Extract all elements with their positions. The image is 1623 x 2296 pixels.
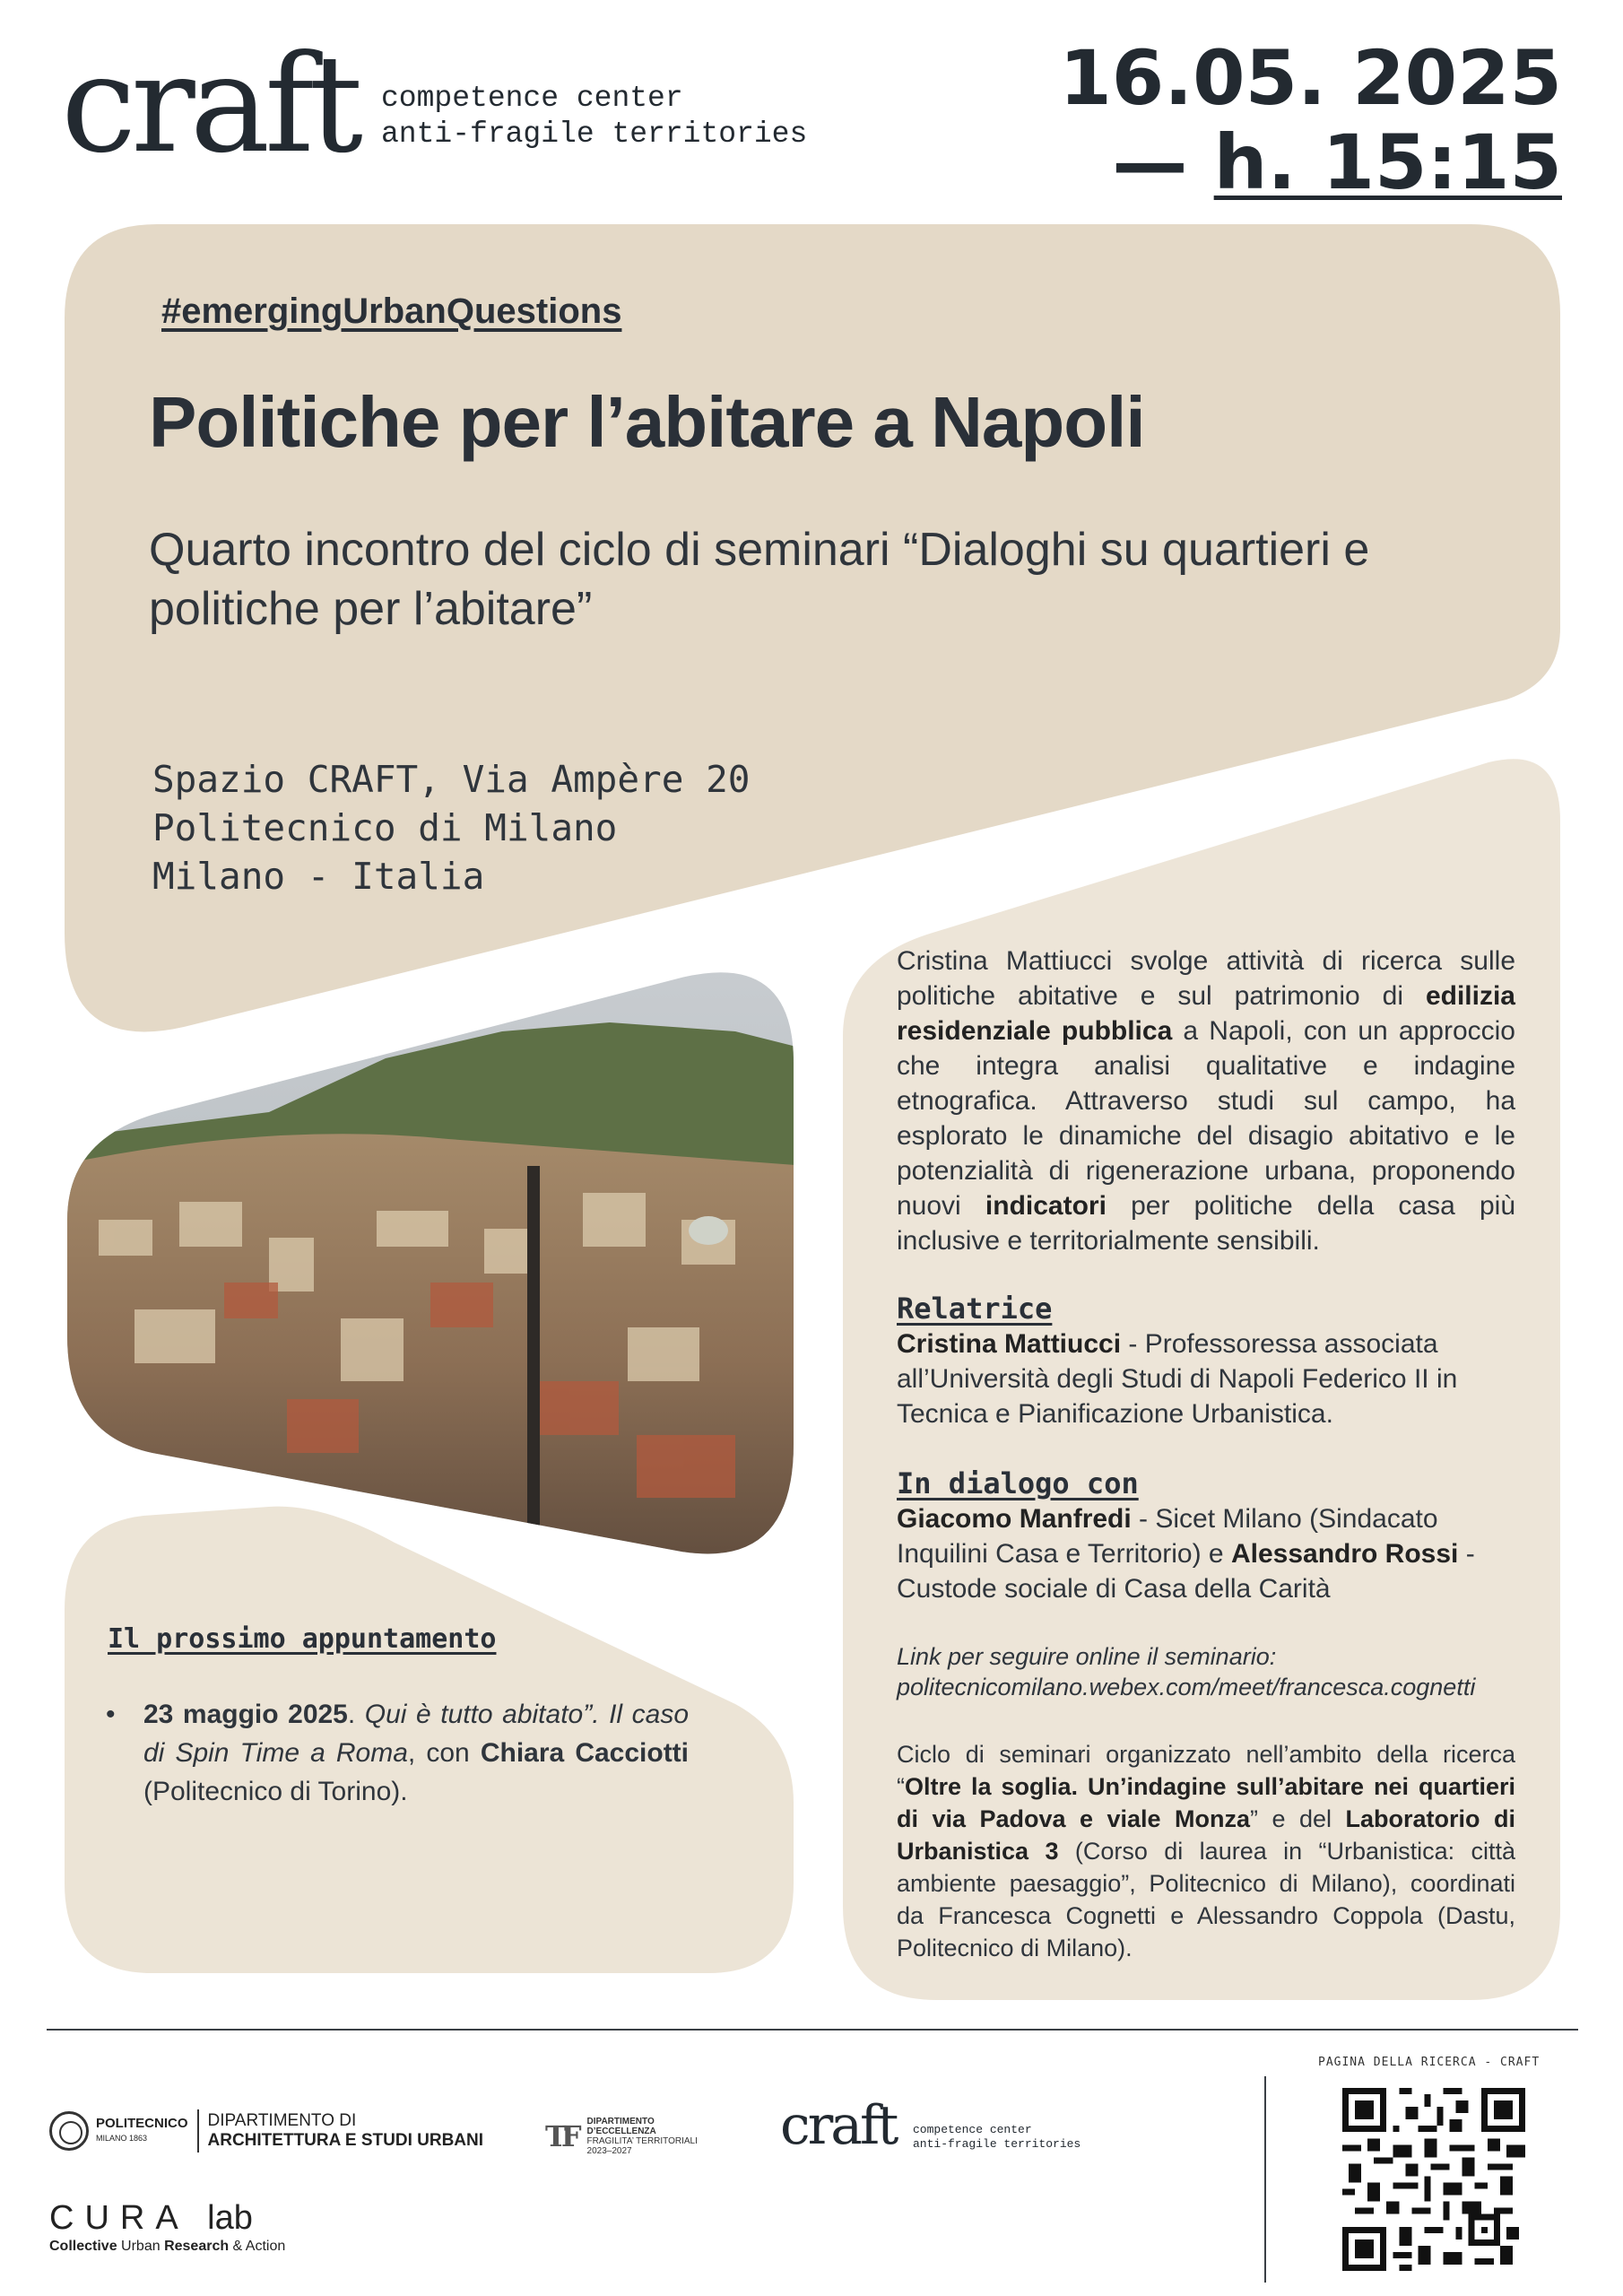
qr-code-icon[interactable]: [1342, 2088, 1525, 2271]
cura-lab-logo: CURA lab: [49, 2199, 253, 2237]
venue-line-1: Spazio CRAFT, Via Ampère 20: [152, 758, 751, 801]
time-dash: —: [1112, 118, 1214, 206]
craft-tagline: [381, 81, 807, 152]
next-appointment-heading: Il prossimo appuntamento: [108, 1623, 497, 1655]
event-time: h. 15:15: [1213, 118, 1562, 206]
guest-2-name: Alessandro Rossi: [1230, 1539, 1459, 1569]
guest-1-name: Giacomo Manfredi: [897, 1504, 1132, 1534]
relatrice-heading: Relatrice: [897, 1292, 1053, 1326]
polimi-logo: POLITECNICO MILANO 1863 DIPARTIMENTO DI ARCHITETTURA E STUDI URBANI: [49, 2109, 483, 2152]
subtitle: Quarto incontro del ciclo di seminari “Dialoghi su quartieri e politiche per l’abitare”: [149, 524, 1370, 635]
dipartimento-eccellenza-logo: TF DIPARTIMENTO D’ECCELLENZA FRAGILITA’ TERRITORIALI 2023–2027: [545, 2117, 698, 2156]
venue-line-3: Milano - Italia: [152, 855, 485, 898]
next-appointment-item: • 23 maggio 2025. Qui è tutto abitato”. Il caso di Spin Time a Roma, con Chiara Cacciotti (Politecnico di Torino).: [106, 1695, 689, 1811]
footer-divider: [47, 2029, 1578, 2031]
event-date: 16.05. 2025: [1059, 34, 1562, 122]
craft-footer-tagline: competence center anti-fragile territories: [913, 2123, 1081, 2151]
speaker-bio: Cristina Mattiucci svolge attività di ricerca sulle politiche abitative e sul patrimonio di edilizia residenziale pubblica a Napoli, con un approccio che integra analisi qualitative e indagine etnografica. Attraverso studi sul campo, ha esplorato le dinamiche del disagio abitativo e le potenzialità di rigenerazione urbana, proponendo nuovi indicatori per politiche della casa più inclusive e territorialmente sensibili.: [897, 946, 1516, 1256]
craft-logo: craft: [61, 27, 358, 183]
venue-address: [152, 755, 750, 900]
webex-link[interactable]: politecnicomilano.webex.com/meet/francesca.cognetti: [897, 1674, 1476, 1700]
page-title: Politiche per l’abitare a Napoli: [149, 382, 1145, 462]
venue-line-2: Politecnico di Milano: [152, 806, 618, 849]
relatrice-section: [897, 1292, 1515, 1431]
naples-city-photo: [54, 942, 807, 1587]
dialogo-heading: In dialogo con: [897, 1466, 1139, 1500]
tagline-line-2: anti-fragile territories: [381, 117, 808, 151]
relatrice-name: Cristina Mattiucci: [897, 1329, 1122, 1359]
tagline-line-1: competence center: [381, 82, 683, 115]
relatrice-text: Cristina Mattiucci - Professoressa associata all’Università degli Studi di Napoli Federico II in Tecnica e Pianificazione Urbanistica.: [897, 1329, 1458, 1429]
event-time-row: [1059, 120, 1562, 204]
online-link-section: [897, 1641, 1524, 1702]
qr-label: PAGINA DELLA RICERCA - CRAFT: [1318, 2056, 1541, 2069]
dialogo-text: Giacomo Manfredi - Sicet Milano (Sindacato Inquilini Casa e Territorio) e Alessandro Rossi - Custode sociale di Casa della Carità: [897, 1504, 1475, 1604]
cura-lab-tagline: Collective Urban Research & Action: [49, 2239, 286, 2254]
bullet: •: [106, 1700, 116, 1729]
dialogo-section: [897, 1466, 1515, 1606]
online-link-label: Link per seguire online il seminario:: [897, 1643, 1277, 1670]
tf-mark-icon: TF: [545, 2119, 577, 2153]
craft-footer-logo: craft: [780, 2094, 897, 2157]
hashtag-link[interactable]: #emergingUrbanQuestions: [161, 291, 622, 331]
event-datetime: [1059, 36, 1562, 204]
series-note: Ciclo di seminari organizzato nell’ambito della ricerca “Oltre la soglia. Un’indagine sull’abitare nei quartieri di via Padova e viale Monza” e del Laboratorio di Urbanistica 3 (Corso di laurea in “Urbanistica: città ambiente paesaggio”, Politecnico di Milano), coordinati da Francesca Cognetti e Alessandro Coppola (Dastu, Politecnico di Milano).: [897, 1741, 1516, 1961]
footer-vertical-divider: [1264, 2076, 1266, 2283]
polimi-seal-icon: [49, 2111, 89, 2151]
